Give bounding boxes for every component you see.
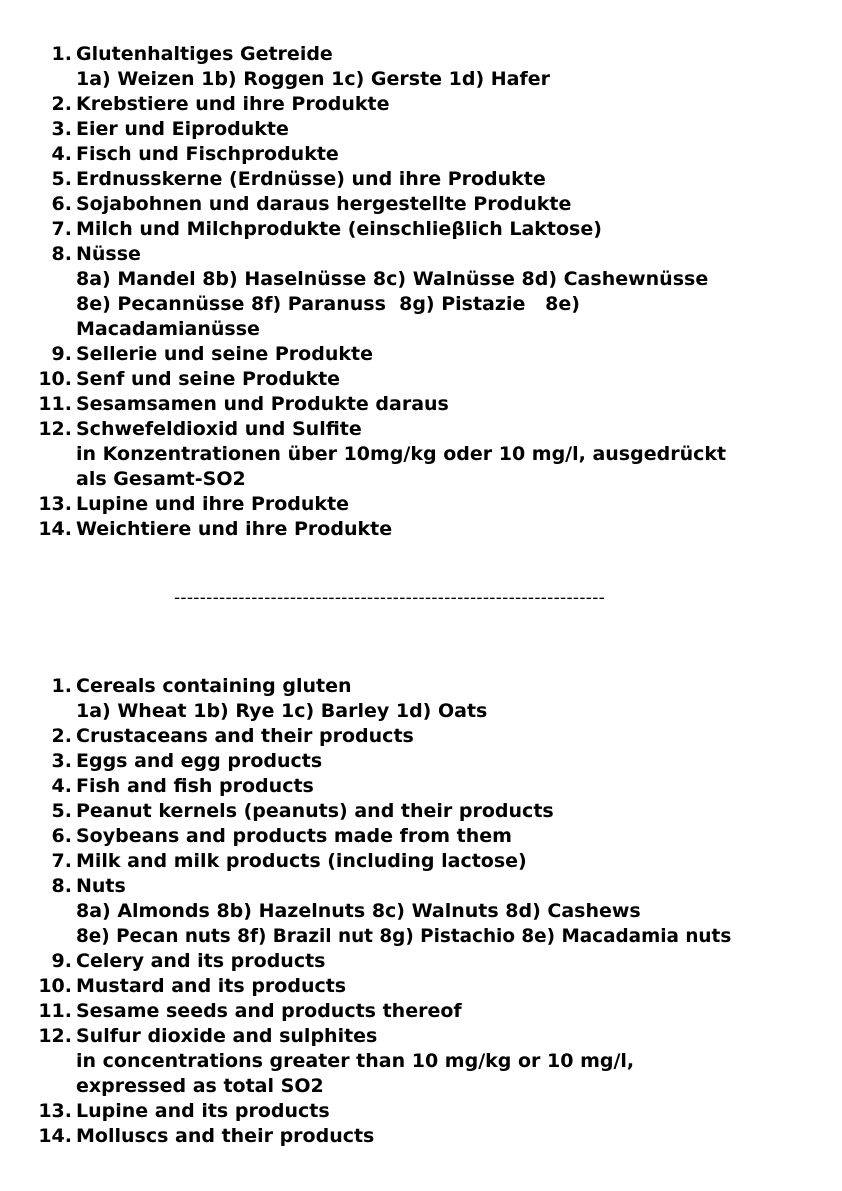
item-text: 1a) Wheat 1b) Rye 1c) Barley 1d) Oats	[76, 700, 488, 722]
item-text: Lupine and its products	[76, 1100, 330, 1122]
list-item	[0, 1099, 842, 1124]
list-item	[0, 242, 842, 267]
item-text: Macadamianüsse	[76, 318, 260, 340]
list-item	[0, 1024, 842, 1049]
item-text: Peanut kernels (peanuts) and their products	[76, 800, 554, 822]
item-text: Eggs and egg products	[76, 750, 323, 772]
item-number: 2.	[51, 725, 72, 747]
item-number: 8.	[51, 243, 72, 265]
item-number: 4.	[51, 143, 72, 165]
item-text: Milch und Milchprodukte (einschlieβlich Laktose)	[76, 218, 602, 240]
item-text: Fisch und Fischprodukte	[76, 143, 339, 165]
list-item	[0, 849, 842, 874]
list-item	[0, 217, 842, 242]
item-number: 5.	[51, 168, 72, 190]
item-text: expressed as total SO2	[76, 1075, 324, 1097]
list-item	[0, 467, 842, 492]
item-number: 7.	[51, 218, 72, 240]
item-number: 8.	[51, 875, 72, 897]
item-text: in Konzentrationen über 10mg/kg oder 10 mg/l, ausgedrückt	[76, 443, 727, 465]
item-text: Erdnusskerne (Erdnüsse) und ihre Produkte	[76, 168, 546, 190]
item-text: 8a) Mandel 8b) Haselnüsse 8c) Walnüsse 8d) Cashewnüsse	[76, 268, 709, 290]
list-item	[0, 949, 842, 974]
item-text: Celery and its products	[76, 950, 326, 972]
item-text: Schwefeldioxid und Sulfite	[76, 418, 362, 440]
item-number: 12.	[38, 418, 72, 440]
list-item	[0, 974, 842, 999]
list-item	[0, 317, 842, 342]
list-item	[0, 42, 842, 67]
item-number: 7.	[51, 850, 72, 872]
item-text: Krebstiere und ihre Produkte	[76, 93, 390, 115]
list-item	[0, 492, 842, 517]
item-text: Senf und seine Produkte	[76, 368, 341, 390]
dashed-divider: -------------------------------------------------------------------	[174, 588, 606, 608]
item-number: 9.	[51, 343, 72, 365]
list-item	[0, 724, 842, 749]
item-number: 3.	[51, 750, 72, 772]
item-text: in concentrations greater than 10 mg/kg or 10 mg/l,	[76, 1050, 635, 1072]
item-text: Sesame seeds and products thereof	[76, 1000, 462, 1022]
item-text: Sulfur dioxide and sulphites	[76, 1025, 378, 1047]
item-text: Sesamsamen und Produkte daraus	[76, 393, 449, 415]
item-text: Soybeans and products made from them	[76, 825, 512, 847]
list-item	[0, 142, 842, 167]
item-text: 8e) Pecannüsse 8f) Paranuss 8g) Pistazie 8e)	[76, 293, 580, 315]
item-text: Cereals containing gluten	[76, 675, 352, 697]
item-text: Sellerie und seine Produkte	[76, 343, 373, 365]
item-text: Mustard and its products	[76, 975, 347, 997]
list-item	[0, 924, 842, 949]
list-item	[0, 192, 842, 217]
list-item	[0, 999, 842, 1024]
item-number: 6.	[51, 825, 72, 847]
list-item	[0, 774, 842, 799]
item-text: Milk and milk products (including lactose)	[76, 850, 527, 872]
item-number: 2.	[51, 93, 72, 115]
item-text: Sojabohnen und daraus hergestellte Produkte	[76, 193, 572, 215]
item-number: 5.	[51, 800, 72, 822]
list-item	[0, 1049, 842, 1074]
item-number: 11.	[38, 393, 72, 415]
item-text: als Gesamt-SO2	[76, 468, 246, 490]
list-item	[0, 1074, 842, 1099]
list-item	[0, 117, 842, 142]
list-item	[0, 899, 842, 924]
item-number: 1.	[51, 675, 72, 697]
list-item	[0, 267, 842, 292]
item-number: 13.	[38, 493, 72, 515]
list-item	[0, 749, 842, 774]
allergen-list-english	[0, 674, 842, 1149]
item-number: 11.	[38, 1000, 72, 1022]
item-text: 8e) Pecan nuts 8f) Brazil nut 8g) Pistachio 8e) Macadamia nuts	[76, 926, 732, 947]
item-number: 13.	[38, 1100, 72, 1122]
item-number: 14.	[38, 1125, 72, 1147]
allergen-list-german	[0, 42, 842, 542]
list-item	[0, 292, 842, 317]
item-number: 1.	[51, 43, 72, 65]
item-number: 12.	[38, 1025, 72, 1047]
item-text: 1a) Weizen 1b) Roggen 1c) Gerste 1d) Hafer	[76, 68, 551, 90]
list-item	[0, 1124, 842, 1149]
item-number: 9.	[51, 950, 72, 972]
list-item	[0, 67, 842, 92]
item-number: 10.	[38, 975, 72, 997]
item-text: Fish and fish products	[76, 775, 314, 797]
item-text: Glutenhaltiges Getreide	[76, 43, 333, 65]
item-number: 6.	[51, 193, 72, 215]
list-item	[0, 442, 842, 467]
item-text: 8a) Almonds 8b) Hazelnuts 8c) Walnuts 8d) Cashews	[76, 900, 641, 922]
list-item	[0, 674, 842, 699]
item-text: Nüsse	[76, 243, 141, 265]
list-item	[0, 699, 842, 724]
item-text: Weichtiere und ihre Produkte	[76, 518, 393, 540]
list-item	[0, 874, 842, 899]
item-text: Crustaceans and their products	[76, 725, 414, 747]
list-item	[0, 392, 842, 417]
item-number: 3.	[51, 118, 72, 140]
item-text: Molluscs and their products	[76, 1125, 375, 1147]
item-text: Nuts	[76, 875, 126, 897]
item-number: 14.	[38, 518, 72, 540]
item-number: 4.	[51, 775, 72, 797]
item-number: 10.	[38, 368, 72, 390]
item-text: Eier und Eiprodukte	[76, 118, 289, 140]
list-item	[0, 167, 842, 192]
list-item	[0, 799, 842, 824]
item-text: Lupine und ihre Produkte	[76, 493, 350, 515]
list-item	[0, 824, 842, 849]
list-item	[0, 517, 842, 542]
list-item	[0, 417, 842, 442]
list-item	[0, 92, 842, 117]
list-item	[0, 367, 842, 392]
list-item	[0, 342, 842, 367]
